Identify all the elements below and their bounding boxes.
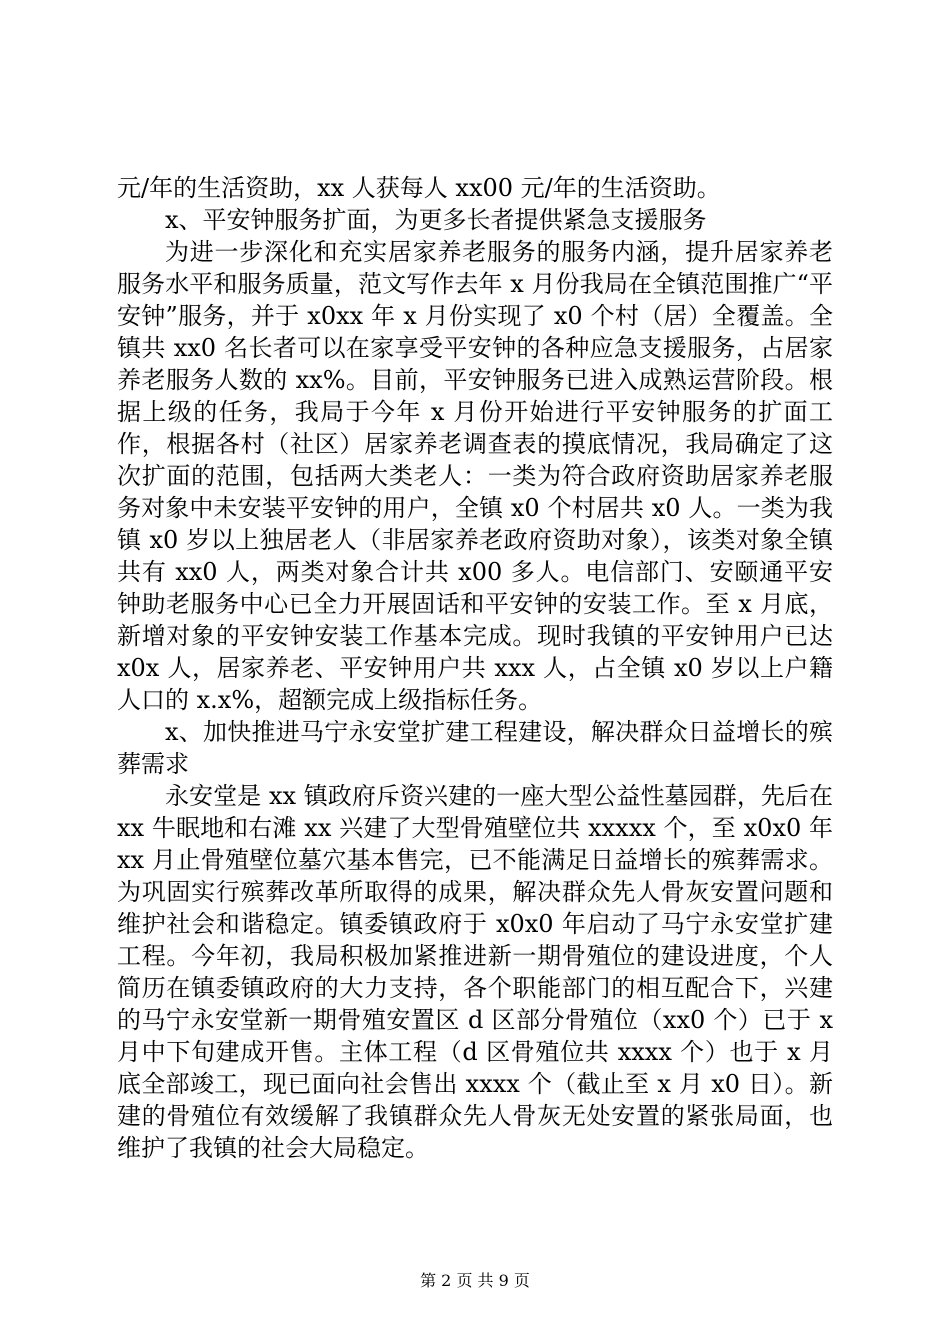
paragraph-yonganhall: 永安堂是 xx 镇政府斥资兴建的一座大型公益性墓园群，先后在 xx 牛眠地和右滩 xx 兴建了大型骨殖壁位共 xxxxx 个，至 x0x0 年 xx 月止骨殖壁位墓穴基本售完，已不能满足日益增长的殡葬需求。为巩固实行殡葬改革所取得的成果，解决群众先人骨灰安置问题和维护社会和谐稳定。镇委镇政府于 x0x0 年启动了马宁永安堂扩建工程。今年初，我局积极加紧推进新一期骨殖位的建设进度，个人简历在镇委镇政府的大力支持，各个职能部门的相互配合下，兴建的马宁永安堂新一期骨殖安置区 d 区部分骨殖位（xx0 个）已于 x 月中下旬建成开售。主体工程（d 区骨殖位共 xxxx 个）也于 x 月底全部竣工，现已面向社会售出 xxxx 个（截止至 x 月 x0 日）。新建的骨殖位有效缓解了我镇群众先人骨灰无处安置的紧张局面，也维护了我镇的社会大局稳定。 (117, 782, 833, 1162)
paragraph-continuation: 元/年的生活资助，xx 人获每人 xx00 元/年的生活资助。 (117, 174, 721, 202)
section-heading-yonganhall: x、加快推进马宁永安堂扩建工程建设，解决群众日益增长的殡葬需求 (117, 718, 833, 778)
paragraph-safety-bell: 为进一步深化和充实居家养老服务的服务内涵，提升居家养老服务水平和服务质量，范文写作去年 x 月份我局在全镇范围推广“平安钟”服务，并于 x0xx 年 x 月份实现了 x0 个村（居）全覆盖。全镇共 xx0 名长者可以在家享受平安钟的各种应急支援服务，占居家养老服务人数的 xx%。目前，平安钟服务已进入成熟运营阶段。根据上级的任务，我局于今年 x 月份开始进行平安钟服务的扩面工作，根据各村（社区）居家养老调查表的摸底情况，我局确定了这次扩面的范围，包括两大类老人：一类为符合政府资助居家养老服务对象中未安装平安钟的用户，全镇 x0 个村居共 x0 人。一类为我镇 x0 岁以上独居老人（非居家养老政府资助对象），该类对象全镇共有 xx0 人，两类对象合计共 x00 多人。电信部门、安颐通平安钟助老服务中心已全力开展固话和平安钟的安装工作。至 x 月底，新增对象的平安钟安装工作基本完成。现时我镇的平安钟用户已达 x0x 人，居家养老、平安钟用户共 xxx 人，占全镇 x0 岁以上户籍人口的 x.x%，超额完成上级指标任务。 (117, 238, 833, 714)
section-heading-safety-bell: x、平安钟服务扩面，为更多长者提供紧急支援服务 (165, 206, 707, 234)
document-body (117, 172, 833, 1164)
page-footer: 第 2 页 共 9 页 (420, 1271, 530, 1290)
